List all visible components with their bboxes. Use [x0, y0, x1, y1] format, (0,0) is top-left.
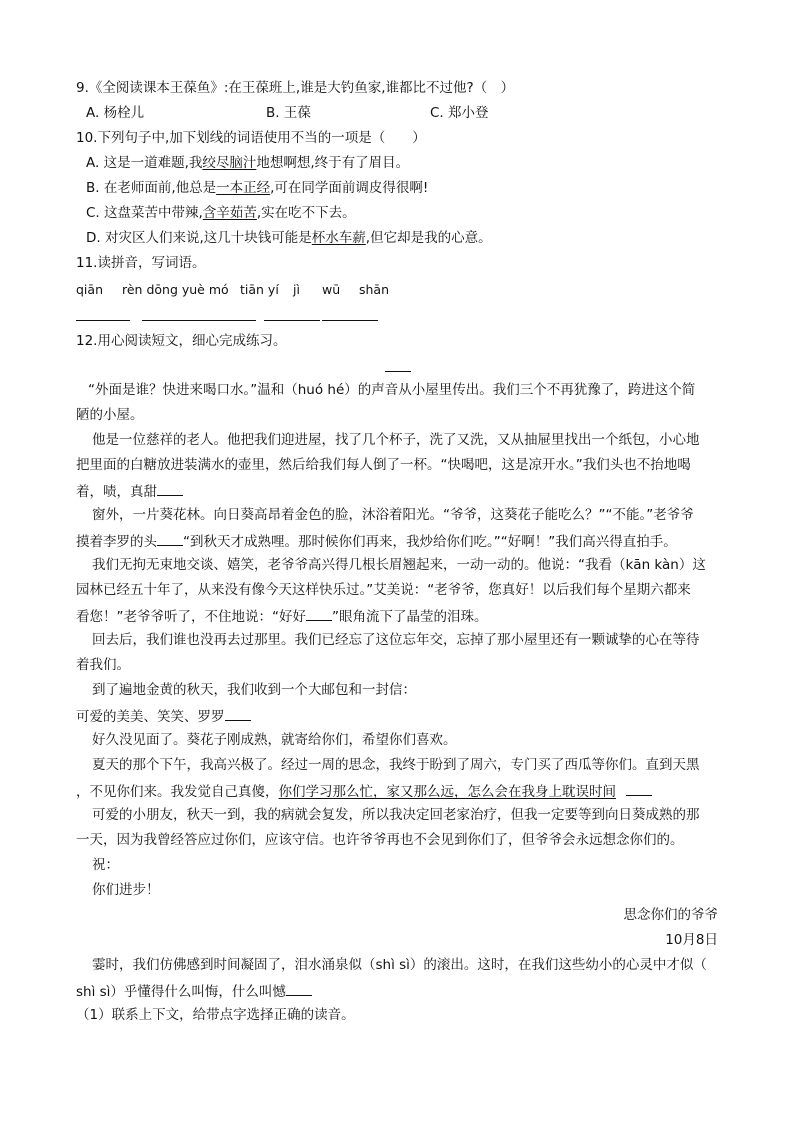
q12-stem: 12.用心阅读短文，细心完成练习。 — [76, 333, 287, 349]
letter-closing-wish: 你们进步！ — [92, 882, 160, 898]
passage-line: ，不见你们来。我发觉自己真傻，你们学习那么忙，家又那么远，怎么会在我身上耽误时间 — [76, 781, 652, 801]
answer-blank[interactable] — [225, 706, 251, 721]
pinyin-3: tiān yí — [240, 282, 279, 297]
q11-stem: 11.读拼音，写词语。 — [76, 255, 206, 271]
answer-blank[interactable] — [157, 531, 183, 546]
passage-line: 窗外，一片葵花林。向日葵高昂着金色的脸，沐浴着阳光。“爷爷，这葵花子能吃么？”“不能。”老爷爷 — [92, 507, 694, 523]
answer-blank-3[interactable] — [264, 320, 320, 321]
passage-line: 好久没见面了。葵花子刚成熟，就寄给你们，希望你们喜欢。 — [92, 732, 457, 748]
underlined-sentence: 你们学习那么忙，家又那么远，怎么会在我身上耽误时间 — [278, 784, 616, 800]
passage-line: 着，啧，真甜 — [76, 481, 183, 501]
letter-signature: 思念你们的爷爷 — [623, 907, 718, 923]
answer-blank[interactable] — [626, 781, 652, 796]
passage-line: 园林已经五十年了，从来没有像今天这样快乐过。”艾美说：“老爷爷，您真好！以后我们每个星期六都来 — [76, 582, 691, 598]
passage-line: 我们无拘无束地交谈、嬉笑，老爷爷高兴得几根长眉翘起来，一动一动的。他说：“我看（kān kàn）这 — [92, 557, 706, 573]
pinyin-5: wū — [322, 282, 341, 297]
pinyin-2: rèn dōng yuè mó — [122, 282, 229, 297]
answer-blank-1[interactable] — [76, 320, 130, 321]
underlined-word: 绞尽脑汁 — [202, 155, 257, 171]
underlined-word: 杯水车薪 — [311, 230, 366, 246]
underlined-word: 含辛茹苦 — [202, 205, 257, 221]
passage-line: shì sì）乎懂得什么叫悔，什么叫憾 — [76, 981, 312, 1001]
subquestion-1: （1）联系上下文，给带点字选择正确的读音。 — [76, 1007, 355, 1023]
q9-option-c: C. 郑小登 — [430, 105, 489, 121]
q10-stem: 10.下列句子中,加下划线的词语使用不当的一项是（ ） — [76, 130, 426, 146]
passage-line: 看您！”老爷爷听了，不住地说：“好好 ”眼角流下了晶莹的泪珠。 — [76, 606, 488, 626]
passage-line: 可爱的小朋友，秋天一到，我的病就会复发，所以我决定回老家治疗，但我一定要等到向日葵成熟的那 — [92, 807, 700, 823]
passage-line: 霎时，我们仿佛感到时间凝固了，泪水涌泉似（shì sì）的滚出。这时，在我们这些幼小的心灵中才似（ — [92, 957, 707, 973]
q10-option-b: B. 在老师面前,他总是一本正经,可在同学面前调皮得很啊! — [86, 180, 429, 196]
answer-blank[interactable] — [157, 481, 183, 496]
q10-option-c: C. 这盘菜苦中带辣,含辛茹苦,实在吃不下去。 — [86, 205, 356, 221]
pinyin-1: qiān — [76, 282, 103, 297]
q9-option-b: B. 王葆 — [266, 105, 311, 121]
q9-option-a: A. 杨栓儿 — [86, 105, 145, 121]
passage-line: 摸着李罗的头 “到秋天才成熟哩。那时候你们再来，我炒给你们吃。”“好啊！”我们高兴得直拍手。 — [76, 531, 677, 551]
passage-line: 回去后，我们谁也没再去过那里。我们已经忘了这位忘年交，忘掉了那小屋里还有一颗诚挚的心在等待 — [92, 632, 700, 648]
answer-blank-2[interactable] — [142, 320, 256, 321]
letter-salutation: 可爱的美美、笑笑、罗罗 — [76, 706, 251, 726]
passage-line: 夏天的那个下午，我高兴极了。经过一周的思念，我终于盼到了周六，专门买了西瓜等你们。直到天黑 — [92, 757, 700, 773]
answer-blank[interactable] — [306, 606, 332, 621]
q10-option-a: A. 这是一道难题,我绞尽脑汁地想啊想,终于有了眉目。 — [86, 155, 410, 171]
letter-date: 10月8日 — [665, 932, 718, 948]
pinyin-4: jì — [293, 282, 300, 297]
underlined-word: 一本正经 — [216, 180, 271, 196]
passage-line: 把里面的白糖放进装满水的壶里，然后给我们每人倒了一杯。“快喝吧，这是凉开水。”我们头也不抬地喝 — [76, 457, 691, 473]
passage-line: 一天，因为我曾经答应过你们，应该守信。也许爷爷再也不会见到你们了，但爷爷会永远想念你们的。 — [76, 832, 684, 848]
q10-option-d: D. 对灾区人们来说,这几十块钱可能是杯水车薪,但它却是我的心意。 — [86, 230, 492, 246]
passage-line: 陋的小屋。 — [76, 407, 144, 423]
letter-closing: 祝： — [92, 857, 119, 873]
answer-blank-4[interactable] — [322, 320, 378, 321]
passage-line: 到了遍地金黄的秋天，我们收到一个大邮包和一封信： — [92, 682, 416, 698]
pinyin-6: shān — [359, 282, 390, 297]
passage-line: 他是一位慈祥的老人。他把我们迎进屋，找了几个杯子，洗了又洗，又从抽屉里找出一个纸包，小心地 — [92, 432, 700, 448]
q9-stem: 9.《全阅读课本王葆鱼》:在王葆班上,谁是大钓鱼家,谁都比不过他?（ ） — [76, 80, 515, 96]
answer-blank[interactable] — [286, 981, 312, 996]
passage-line: “外面是谁？快进来喝口水。”温和（huó hé）的声音从小屋里传出。我们三个不再犹豫了，跨进这个简 — [88, 382, 696, 398]
title-blank[interactable] — [385, 371, 411, 372]
passage-line: 着我们。 — [76, 657, 130, 673]
